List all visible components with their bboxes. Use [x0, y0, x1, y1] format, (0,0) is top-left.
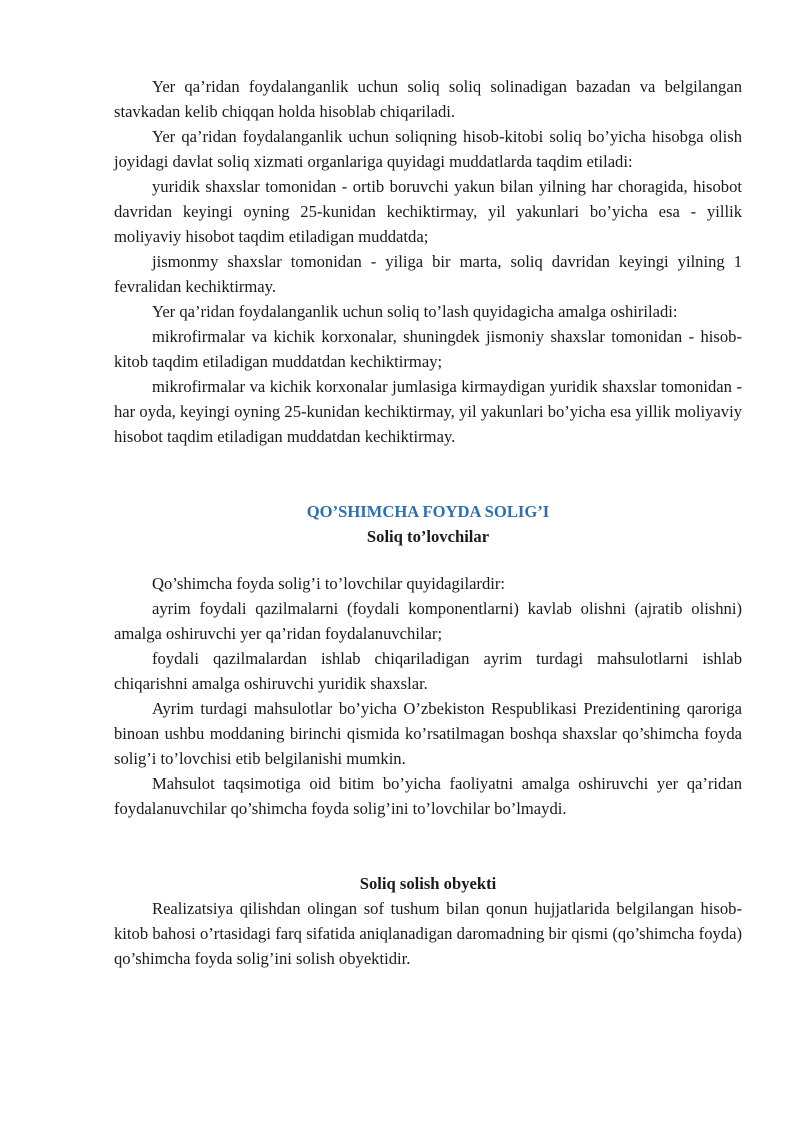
paragraph: Mahsulot taqsimotiga oid bitim bo’yicha faoliyatni amalga oshiruvchi yer qa’ridan foydalanuvchilar qo’shimcha foyda solig’ini to’lovchilar bo’lmaydi.	[114, 774, 742, 818]
section-heading: QO’SHIMCHA FOYDA SOLIG’I	[306, 502, 550, 521]
subsection-heading: Soliq solish obyekti	[359, 874, 497, 893]
paragraph: Yer qa’ridan foydalanganlik uchun soliq soliq solinadigan bazadan va belgilangan stavkadan kelib chiqqan holda hisoblab chiqariladi.	[114, 77, 742, 121]
document-page	[114, 74, 742, 971]
section-additional-profit-tax	[114, 499, 742, 821]
spacer	[114, 549, 742, 571]
spacer	[114, 449, 742, 499]
subsection-heading: Soliq to’lovchilar	[366, 527, 490, 546]
paragraph: jismonmy shaxslar tomonidan - yiliga bir marta, soliq davridan keyingi yilning 1 fevralidan kechiktirmay.	[114, 252, 742, 296]
paragraph: Yer qa’ridan foydalanganlik uchun soliqning hisob-kitobi soliq bo’yicha hisobga olish joyidagi davlat soliq xizmati organlariga quyidagi muddatlarda taqdim etiladi:	[114, 127, 742, 171]
section-soil-use-tax	[114, 74, 742, 449]
paragraph: foydali qazilmalardan ishlab chiqariladigan ayrim turdagi mahsulotlarni ishlab chiqarishni amalga oshiruvchi yuridik shaxslar.	[114, 649, 742, 693]
paragraph: yuridik shaxslar tomonidan - ortib boruvchi yakun bilan yilning har choragida, hisobot davridan keyingi oyning 25-kunidan kechiktirmay, yil yakunlari bo’yicha esa - yillik moliyaviy hisobot taqdim etiladigan muddatda;	[114, 177, 742, 246]
paragraph: ayrim foydali qazilmalarni (foydali komponentlarni) kavlab olishni (ajratib olishni) amalga oshiruvchi yer qa’ridan foydalanuvchilar;	[114, 599, 742, 643]
paragraph: Ayrim turdagi mahsulotlar bo’yicha O’zbekiston Respublikasi Prezidentining qaroriga binoan ushbu moddaning birinchi qismida ko’rsatilmagan boshqa shaxslar qo’shimcha foyda solig’i to’lovchisi etib belgilanishi mumkin.	[114, 699, 742, 768]
section-taxation-object	[114, 871, 742, 971]
paragraph: mikrofirmalar va kichik korxonalar, shuningdek jismoniy shaxslar tomonidan - hisob-kitob taqdim etiladigan muddatdan kechiktirmay;	[114, 327, 742, 371]
paragraph: mikrofirmalar va kichik korxonalar jumlasiga kirmaydigan yuridik shaxslar tomonidan - har oyda, keyingi oyning 25-kunidan kechiktirmay, yil yakunlari bo’yicha esa yillik moliyaviy hisobot taqdim etiladigan muddatdan kechiktirmay.	[114, 377, 742, 446]
paragraph: Qo’shimcha foyda solig’i to’lovchilar quyidagilardir:	[152, 574, 505, 593]
paragraph: Yer qa’ridan foydalanganlik uchun soliq to’lash quyidagicha amalga oshiriladi:	[152, 302, 678, 321]
paragraph: Realizatsiya qilishdan olingan sof tushum bilan qonun hujjatlarida belgilangan hisob-kitob bahosi o’rtasidagi farq sifatida aniqlanadigan daromadning bir qismi (qo’shimcha foyda) qo’shimcha foyda solig’ini solish obyektidir.	[114, 899, 742, 968]
spacer	[114, 821, 742, 871]
